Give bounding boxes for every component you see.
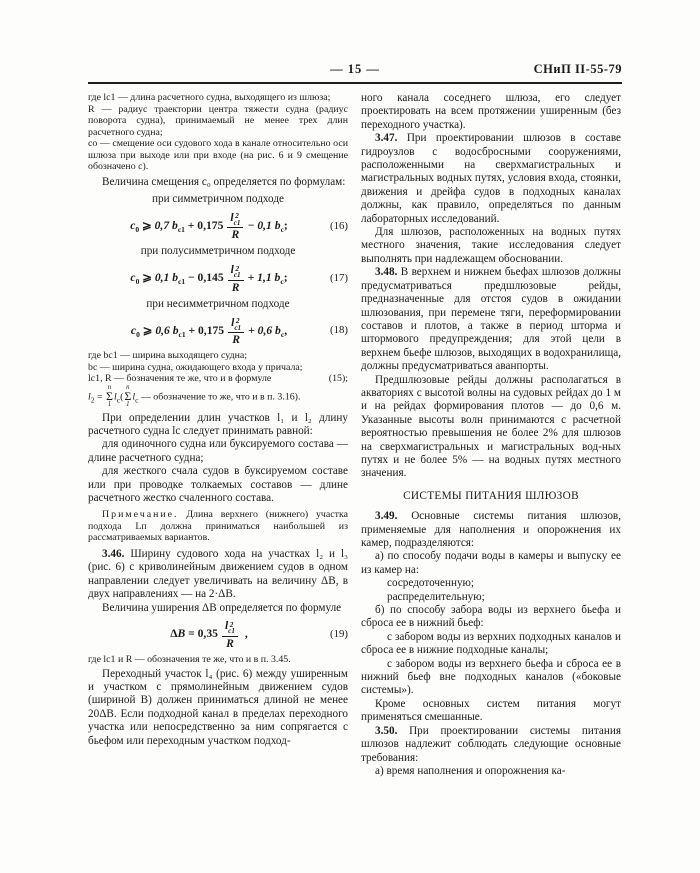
formula-subscript: с [280,277,284,287]
fraction [222,620,238,649]
formula-subscript: с1 [228,627,235,636]
formula-punctuation: , [241,627,248,641]
sum-symbol [124,385,131,409]
formula-superscript: 2 [229,620,234,629]
formula-term: c [130,323,137,337]
sup-sub-stack [234,266,241,279]
formula-term: l [88,390,91,402]
formula-17-number: (17) [330,272,348,285]
formula-16 [88,211,348,241]
fraction-denominator [227,228,243,241]
formula-term: B [177,627,186,641]
section-number-3-47: 3.47. [375,132,398,145]
formula-term: 0,6 b [155,323,179,337]
formula-term: 0,7 b [154,218,178,232]
definition-lc1-r [88,373,348,385]
definition-345: где lс1 и R — обозначения те же, что и в п. 3.45. [88,654,291,665]
formula-subscript: 0 [136,329,140,339]
sup-sub-stack [228,622,235,635]
definition-r: R — радиус траектории центра тяжести судна (радиус поворота судна), принимаемый не менее трех длин расчетного судна; [88,103,348,138]
formula-subscript: с1 [233,218,241,227]
section-text: Ширину судового хода на участках l₂ и l₃ (рис. 6) с криволинейным движением судов в одном направлении следует увеличивать на величину ΔB, в двух направлениях — на 2·ΔB. [88,547,348,601]
formula-subscript: 0 [135,277,140,287]
formula-term: l [231,315,235,329]
sup-sub-stack [234,318,241,331]
paren: ( [120,390,124,402]
paragraph-3-48 [361,266,621,373]
formula-subscript: 2 [90,394,95,404]
definition-sum [88,385,348,409]
paragraph-sosred: сосредоточенную; [387,577,475,590]
paragraph-raspred: распределительную; [387,590,485,603]
paragraph-zabor-2: с забором воды из верхнего бьефа и сброса ее в нижний бьеф вне подходных каналов («боковые системы»). [361,657,621,697]
formula-17 [88,264,348,294]
sum-lower-limit: 1 [126,401,130,409]
fraction-numerator [227,212,243,229]
paragraph-3-49 [361,510,621,550]
formula-term: − 0,1 b [247,218,281,232]
right-column [361,92,621,778]
sum-lower-limit: 1 [107,401,112,409]
paragraph-krome: Кроме основных систем питания могут применяться смешанные. [361,697,621,724]
paragraph-velichina: Величина смещения с₀ определяется по формулам: [102,175,346,188]
fraction-denominator [228,333,244,346]
formula-term: c [130,271,136,285]
left-column [88,92,348,778]
formula-subscript: с1 [234,323,242,332]
formula-term: R [231,280,240,294]
formula-subscript: с [280,224,284,234]
section-text: При проектировании системы питания шлюзов надлежит соблюдать следующие основные требования: [361,724,621,764]
equals-sign: = [96,390,103,402]
paragraph-predshlyuz: Предшлюзовые рейды должны располагаться в акваториях с высотой волны на судовых рейдах до 1 м и на рейдах формирования плотов — до 0,6 м. Указанные высоты волн принимаются с расчетной вероятностью превышения не более 2% для шлюзов на сверхмагистральных и магистральных вод-ных путях и не более 5% — на водных путях местного значения. [361,373,621,480]
formula-term: + 0,6 b [248,323,281,337]
section-text: При проектировании шлюзов в составе гидроузлов с водосбросными сооружениями, расположенными на сверхмагистральных и магистральных водных путях, условия входа, стоянки, движения и дрейфа судов в подходных каналах должны, как правило, определяться по данным лабораторных исследований. [361,132,621,225]
paragraph-opredelenii: При определении длин участков l₁ и l₂ длину расчетного судна lс следует принимать равной: [88,411,348,438]
printed-area [88,60,622,778]
formula-subscript: 0 [135,224,140,234]
formula-19 [88,620,348,650]
formula-19-number: (19) [330,628,348,641]
formula-term: + 1,1 b [247,271,281,285]
formula-term: c [130,218,136,232]
sigma: Σ [106,389,113,404]
formula-17-body [88,264,330,293]
formula-subscript: с [280,329,285,339]
definition-bc: bс — ширина судна, ожидающего входа у причала; [88,361,303,373]
section-heading: СИСТЕМЫ ПИТАНИЯ ШЛЮЗОВ [403,489,579,502]
formula-18-label: при несимметричном подходе [146,297,290,310]
section-text: В верхнем и нижнем бьефах шлюзов должны предусматриваться предшлюзовые рейды, предназначенные для отстоя судов в ожидании шлюзования, при перемене тяги, переформировании составов и плотов, а также в период шторма и штормового предупреждения; для этой цели в верхнем бьефе шлюзов, выходящих в водохранилища, должны предусматриваться аванпорты. [361,266,622,373]
sum-upper-limit: n [126,383,130,391]
formula-subscript: с1 [233,271,241,280]
relation-sign: ⩾ [139,271,155,285]
formula-19-body [88,620,330,649]
sigma: Σ [124,389,132,404]
relation-sign: ⩾ [139,323,156,337]
formula-punctuation: , [284,323,288,337]
section-number-3-46: 3.46. [102,547,125,560]
formula-subscript: с1 [178,277,186,287]
document-code: СНиП II-55-79 [533,62,622,76]
formula-18 [88,316,348,346]
delta-sign: Δ [170,627,178,641]
fraction [228,317,244,346]
formula-punctuation: ; [283,218,288,232]
formula-term: l [114,390,117,402]
formula-superscript: 2 [235,264,240,273]
relation-sign: ⩾ [139,218,155,232]
formula-term: l [230,210,234,224]
section-number-3-49: 3.49. [375,510,398,523]
two-column-text [88,92,622,778]
paragraph-list-b: б) по способу забора воды из верхнего бьефа и сброса ее в нижний бьеф: [361,604,621,630]
formula-term: R [232,333,240,347]
paragraph-odinochnogo: для одиночного судна или буксируемого состава — длине расчетного судна; [88,438,348,464]
note-text: Длина верхнего (нижнего) участка подхода Lп должна приниматься наибольшей из рассматриваемых вариантов. [88,509,348,544]
formula-16-body [88,212,330,241]
paragraph-3-50 [361,725,621,765]
formula-subscript: с [116,394,121,404]
page-number: — 15 — [330,62,380,76]
paragraph-perehodny: Переходный участок l₄ (рис. 6) между уширенным и участком с прямолинейным движением судов (шириной B) должен приниматься длиной не менее 20ΔB. Если подходной канал в пределах переходного участка или непосредственно за ним сопрягается с бьефом или переходным участком подход- [88,667,348,747]
definition-lc1: где lс1 — длина расчетного судна, выходящего из шлюза; [88,92,331,103]
fraction-numerator [228,317,244,334]
formula-operator: + 0,175 [184,218,224,232]
paragraph-dlya: Для шлюзов, расположенных на водных путях местного значения, такие исследования следует выполнять при надлежащем обосновании. [361,226,621,265]
note-label: Примечание. [102,509,179,521]
sup-sub-stack [234,213,241,226]
formula-superscript: 2 [235,212,239,221]
formula-18-body [88,317,330,346]
formula-16-label: при симметричном подходе [152,192,284,205]
paragraph-3-46 [88,548,348,602]
formula-punctuation: ; [283,271,288,285]
formula-subscript: с1 [177,224,185,234]
fraction-denominator [228,281,244,294]
formula-term: l [230,263,234,277]
definition-text: lс1, R — бозначения те же, что и в формуле [88,373,272,385]
formula-18-number: (18) [330,324,348,337]
section-text: Основные системы питания шлюзов, применяемые для наполнения и опорожнения их камер, подразделяются: [361,510,622,549]
note-paragraph [88,509,348,544]
paragraph-ushireniya: Величина уширения ΔB определяется по формуле [102,601,342,614]
formula-term: l [224,619,229,633]
section-number-3-48: 3.48. [375,266,398,279]
sum-symbol [106,385,113,409]
formula-term: 0,1 b [154,271,179,285]
page-header [88,60,622,80]
definition-text: — обозначение то же, что и в п. 3.16). [138,390,301,402]
definition-bc1: где bс1 — ширина выходящего судна; [88,350,248,362]
fraction [227,212,243,241]
paragraph-zhestkogo: для жесткого счала судов в буксируемом составе или при проводке толкаемых составов — длине расчетного жестко счаленного состава. [88,465,348,505]
paragraph-zabor-1: с забором воды из верхних подходных каналов и сброса ее в нижние подходные каналы; [361,630,621,657]
definition-co: со — смещение оси судового хода в канале относительно оси шлюза при выходе или при входе (на рис. 6 и 9 смещение обозначено с). [88,138,348,172]
formula-term: R [231,228,240,242]
fraction [228,264,244,293]
formula-operator: + 0,175 [185,323,225,337]
formula-term: R [226,636,234,650]
section-number-3-50: 3.50. [375,724,398,737]
fraction-denominator [222,637,238,650]
formula-reference: (15); [328,373,348,385]
formula-operator: − 0,145 [185,271,224,285]
formula-term: l [132,390,136,402]
paragraph-nogo: ного канала соседнего шлюза, его следует проектировать на всем протяжении уширенным (без переходного участка). [361,92,621,131]
formula-superscript: 2 [235,317,240,326]
sum-upper-limit: n [107,383,112,391]
paragraph-3-47 [361,132,621,226]
fraction-numerator [228,264,244,281]
paragraph-list-a: а) по способу подачи воды в камеры и выпуску ее из камер на: [361,550,621,576]
formula-operator: = 0,35 [185,627,218,641]
header-rule [88,82,622,84]
paragraph-vremya: а) время наполнения и опорожнения ка- [375,764,566,777]
formula-subscript: с [135,394,139,404]
formula-subscript: с1 [178,329,186,339]
formula-16-number: (16) [330,219,348,232]
fraction-numerator [222,620,238,637]
formula-17-label: при полусимметричном подходе [140,245,296,258]
